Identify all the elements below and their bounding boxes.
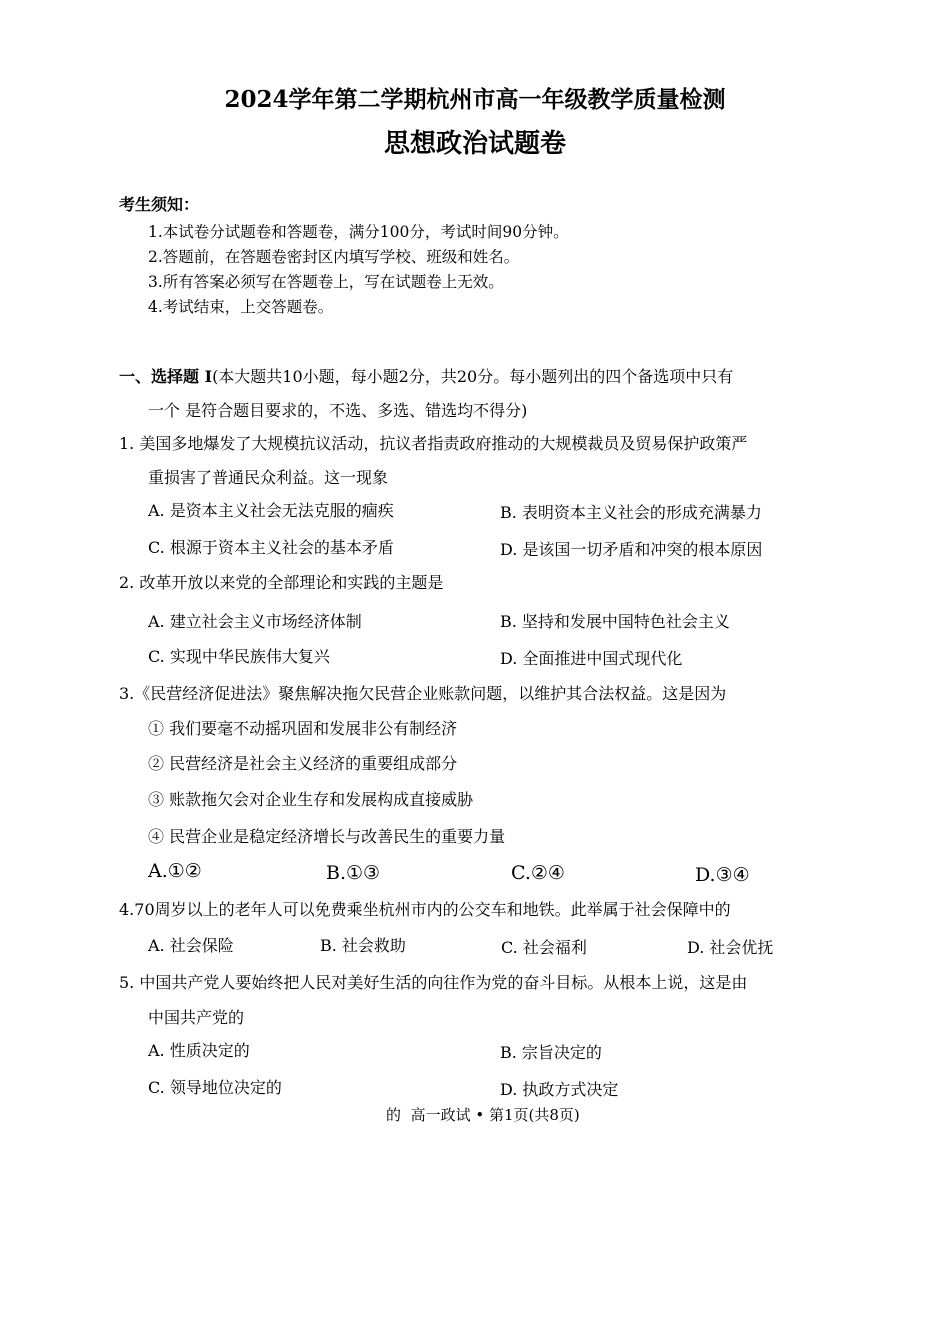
question-5-option-b: B. 宗旨决定的: [500, 1043, 602, 1062]
question-5-option-d: D. 执政方式决定: [500, 1080, 619, 1099]
section-description-cont: 一个 是符合题目要求的，不选、多选、错选均不得分): [148, 401, 528, 420]
question-3-statement-4: ④ 民营企业是稳定经济增长与改善民生的重要力量: [148, 827, 506, 846]
section-label: 一、选择题 Ⅰ: [119, 367, 213, 386]
question-3-option-b: B.①③: [326, 862, 381, 884]
question-3-stem: 3.《民营经济促进法》聚焦解决拖欠民营企业账款问题，以维护其合法权益。这是因为: [119, 684, 727, 703]
question-4-option-d: D. 社会优抚: [687, 938, 774, 957]
question-3-statement-1: ① 我们要毫不动摇巩固和发展非公有制经济: [148, 719, 458, 738]
question-3-option-d: D.③④: [695, 864, 750, 886]
notice-heading: 考生须知：: [119, 195, 200, 214]
notice-item: 2.答题前，在答题卷密封区内填写学校、班级和姓名。: [148, 248, 520, 266]
question-3-statement-2: ② 民营经济是社会主义经济的重要组成部分: [148, 754, 458, 773]
question-3-statement-3: ③ 账款拖欠会对企业生存和发展构成直接威胁: [148, 790, 474, 809]
question-5-stem-cont: 中国共产党的: [148, 1008, 245, 1027]
footer-prefix: 的: [386, 1106, 402, 1124]
question-2-option-b: B. 坚持和发展中国特色社会主义: [500, 612, 730, 631]
question-1-option-d: D. 是该国一切矛盾和冲突的根本原因: [500, 540, 763, 559]
question-4-stem: 4.70周岁以上的老年人可以免费乘坐杭州市内的公交车和地铁。此举属于社会保障中的: [119, 900, 731, 919]
question-2-option-a: A. 建立社会主义市场经济体制: [148, 612, 362, 631]
question-5-option-c: C. 领导地位决定的: [148, 1078, 282, 1097]
question-3-option-c: C.②④: [511, 862, 565, 884]
section-heading: [119, 369, 733, 385]
question-2-option-d: D. 全面推进中国式现代化: [500, 649, 683, 668]
section-description: (本大题共10小题，每小题2分，共20分。每小题列出的四个备选项中只有: [212, 367, 734, 386]
exam-subtitle: 思想政治试题卷: [383, 129, 566, 159]
exam-title: 2024学年第二学期杭州市高一年级教学质量检测: [224, 86, 726, 113]
question-1-option-c: C. 根源于资本主义社会的基本矛盾: [148, 538, 394, 557]
notice-item: 1.本试卷分试题卷和答题卷，满分100分，考试时间90分钟。: [148, 223, 569, 241]
question-5-option-a: A. 性质决定的: [148, 1041, 250, 1060]
question-1-option-b: B. 表明资本主义社会的形成充满暴力: [500, 503, 762, 522]
question-2-option-c: C. 实现中华民族伟大复兴: [148, 647, 330, 666]
notice-item: 4.考试结束，上交答题卷。: [148, 298, 334, 316]
question-4-option-b: B. 社会救助: [320, 936, 406, 955]
question-2-stem: 2. 改革开放以来党的全部理论和实践的主题是: [119, 573, 444, 592]
question-1-stem: 1. 美国多地爆发了大规模抗议活动，抗议者指责政府推动的大规模裁员及贸易保护政策严: [119, 434, 748, 453]
question-1-stem-cont: 重损害了普通民众利益。这一现象: [148, 468, 389, 487]
question-4-option-a: A. 社会保险: [148, 936, 234, 955]
question-5-stem: 5. 中国共产党人要始终把人民对美好生活的向往作为党的奋斗目标。从根本上说，这是由: [119, 973, 748, 992]
question-3-option-a: A.①②: [148, 860, 202, 882]
question-1-option-a: A. 是资本主义社会无法克服的痼疾: [148, 501, 394, 520]
notice-item: 3.所有答案必须写在答题卷上，写在试题卷上无效。: [148, 273, 504, 291]
question-4-option-c: C. 社会福利: [501, 938, 587, 957]
footer: [386, 1108, 580, 1123]
page-number: 高一政试 • 第1页(共8页): [410, 1106, 580, 1124]
